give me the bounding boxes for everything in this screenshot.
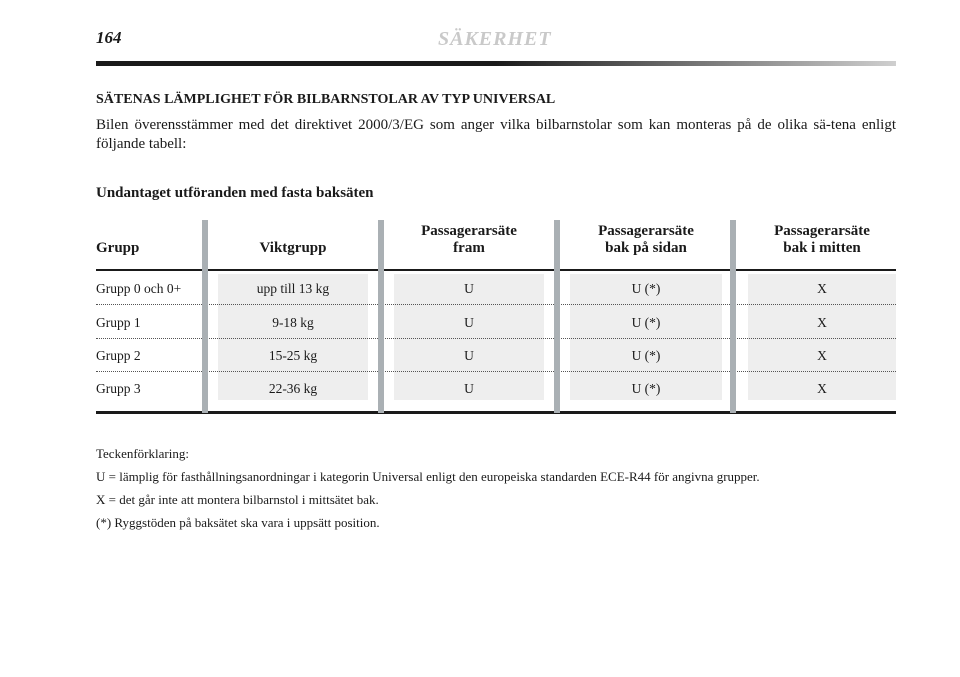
- column-header-rear-side-seat: Passagerarsäte bak på sidan: [598, 223, 694, 256]
- cell-rear-side: U (*): [631, 348, 661, 363]
- cell-front: U: [464, 281, 474, 296]
- column-header-front-seat: Passagerarsäte fram: [421, 223, 517, 256]
- cell-weight: upp till 13 kg: [256, 281, 330, 296]
- legend: [96, 442, 916, 534]
- cell-front: U: [464, 348, 474, 363]
- suitability-table: [96, 220, 896, 415]
- legend-item: (*) Ryggstöden på baksätet ska vara i uppsätt position.: [96, 515, 380, 530]
- column-divider: [202, 220, 208, 413]
- cell-weight: 22-36 kg: [268, 381, 318, 396]
- column-divider: [730, 220, 736, 413]
- cell-weight: 9-18 kg: [272, 315, 314, 330]
- column-divider: [554, 220, 560, 413]
- table-bottom-line: [96, 411, 896, 414]
- row-separator: [96, 304, 896, 305]
- row-separator: [96, 371, 896, 372]
- cell-front: U: [464, 381, 474, 396]
- cell-rear-side: U (*): [631, 315, 661, 330]
- cell-rear-middle: X: [817, 348, 827, 363]
- cell-weight: 15-25 kg: [268, 348, 318, 363]
- cell-rear-middle: X: [817, 281, 827, 296]
- table-subheading: Undantaget utföranden med fasta baksäten: [96, 185, 374, 201]
- section-heading: SÄTENAS LÄMPLIGHET FÖR BILBARNSTOLAR AV TYP UNIVERSAL: [96, 92, 556, 107]
- column-header-weight: Viktgrupp: [259, 240, 327, 256]
- cell-group: Grupp 0 och 0+: [96, 281, 182, 296]
- page-header: [96, 28, 896, 52]
- legend-item: U = lämplig för fasthållningsanordningar i kategorin Universal enligt den europeiska standarden ECE-R44 för angivna grupper.: [96, 469, 760, 484]
- cell-rear-middle: X: [817, 381, 827, 396]
- column-header-group: Grupp: [96, 240, 140, 256]
- section-title: SÄKERHET: [438, 28, 552, 50]
- column-header-rear-middle-seat: Passagerarsäte bak i mitten: [774, 223, 870, 256]
- cell-front: U: [464, 315, 474, 330]
- cell-rear-middle: X: [817, 315, 827, 330]
- page-number: 164: [96, 28, 122, 47]
- cell-group: Grupp 1: [96, 315, 141, 330]
- intro-paragraph: Bilen överensstämmer med det direktivet 2000/3/EG som anger vilka bilbarnstolar som kan monteras på de olika sä-tena enligt följande tabell:: [96, 117, 896, 152]
- header-underline: [96, 269, 896, 271]
- column-divider: [378, 220, 384, 413]
- row-separator: [96, 338, 896, 339]
- cell-rear-side: U (*): [631, 381, 661, 396]
- legend-title: Teckenförklaring:: [96, 446, 189, 461]
- cell-group: Grupp 2: [96, 348, 141, 363]
- cell-rear-side: U (*): [631, 281, 661, 296]
- header-rule: [96, 61, 896, 66]
- cell-group: Grupp 3: [96, 381, 141, 396]
- legend-item: X = det går inte att montera bilbarnstol i mittsätet bak.: [96, 492, 379, 507]
